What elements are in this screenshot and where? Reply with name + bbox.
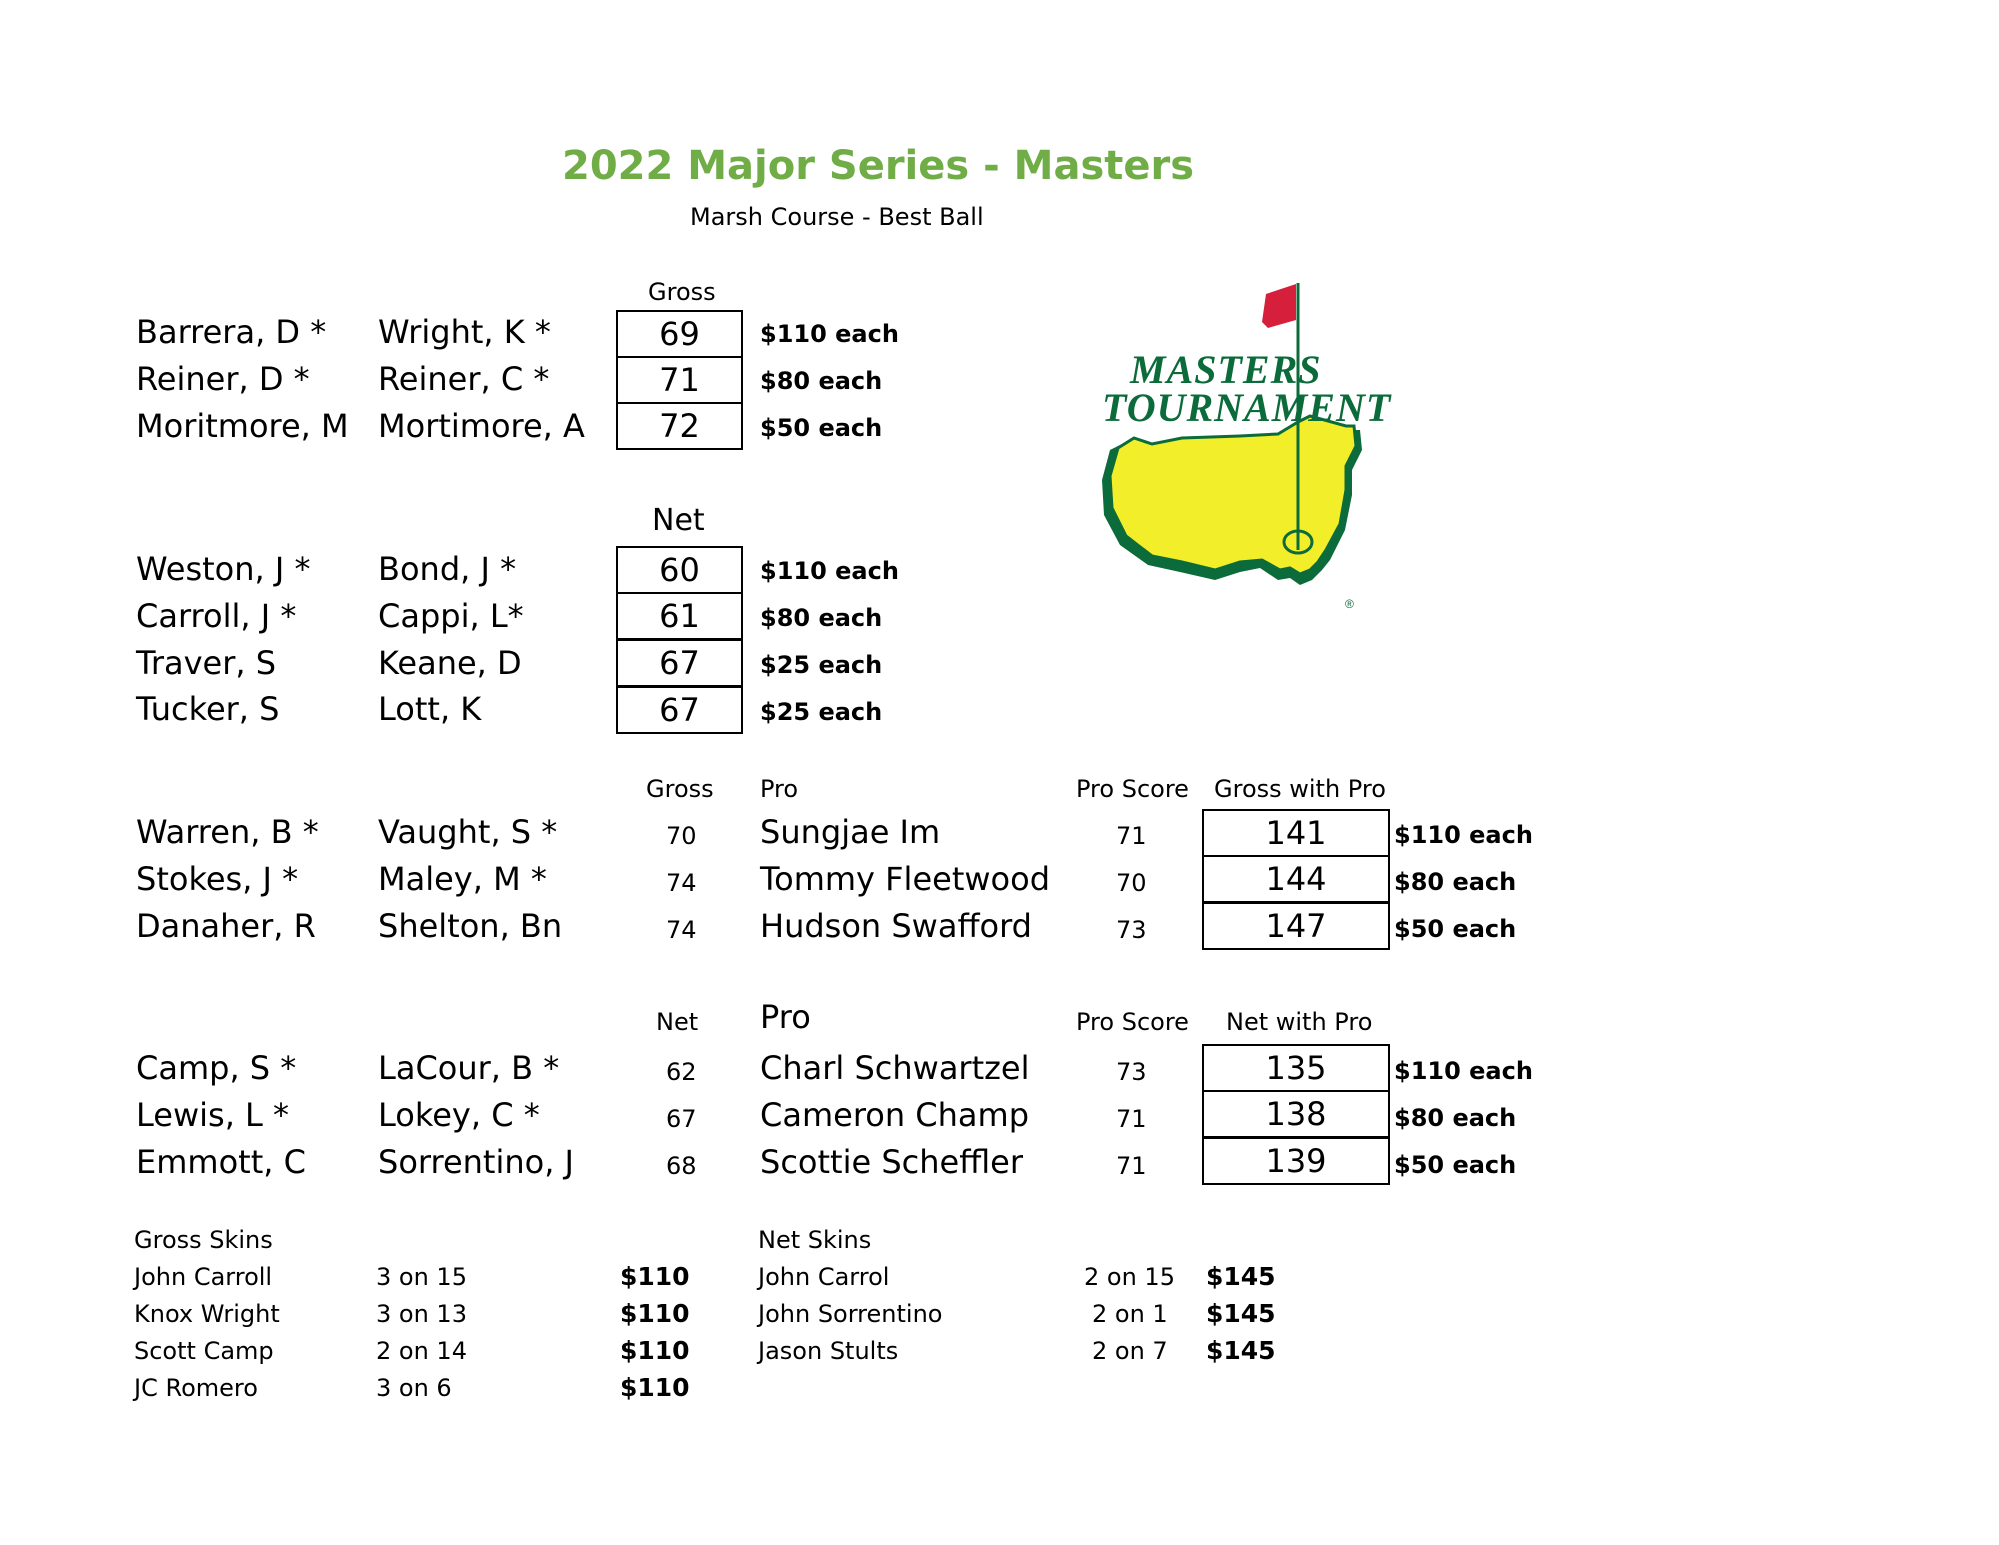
net-pro-prize: $110 each bbox=[1394, 1057, 1533, 1085]
gross-skin-name: Knox Wright bbox=[134, 1300, 280, 1328]
flag-icon bbox=[1262, 284, 1296, 328]
net-prize: $110 each bbox=[760, 557, 899, 585]
net-score-box: 67 bbox=[616, 686, 743, 734]
net-pro-row-p1: Camp, S * bbox=[136, 1049, 297, 1087]
gross-pro-row-proscore: 71 bbox=[1116, 822, 1147, 850]
gross-pro-row-p1: Warren, B * bbox=[136, 813, 319, 851]
gross-pro-proscore-header: Pro Score bbox=[1076, 775, 1189, 803]
gross-skin-amount: $110 bbox=[620, 1299, 690, 1328]
net-row-p1: Traver, S bbox=[136, 644, 277, 682]
gross-pro-prize: $80 each bbox=[1394, 868, 1517, 896]
net-row-p2: Keane, D bbox=[378, 644, 522, 682]
gross-pro-row-pro: Tommy Fleetwood bbox=[760, 860, 1050, 898]
gross-row-p1: Reiner, D * bbox=[136, 360, 310, 398]
net-pro-total-box: 135 bbox=[1202, 1044, 1390, 1092]
gross-pro-total-box: 141 bbox=[1202, 809, 1390, 857]
gross-pro-row-proscore: 73 bbox=[1116, 916, 1147, 944]
gross-pro-pro-header: Pro bbox=[760, 775, 799, 803]
net-row-p1: Tucker, S bbox=[136, 690, 280, 728]
net-row-p2: Lott, K bbox=[378, 690, 482, 728]
net-header: Net bbox=[652, 503, 705, 538]
net-skin-amount: $145 bbox=[1206, 1262, 1276, 1291]
gross-pro-score-header: Gross bbox=[646, 775, 714, 803]
masters-logo-graphic bbox=[1090, 280, 1390, 620]
net-pro-score-header: Net bbox=[656, 1008, 699, 1036]
page-subtitle: Marsh Course - Best Ball bbox=[690, 203, 984, 231]
gross-pro-total-header: Gross with Pro bbox=[1214, 775, 1386, 803]
gross-prize: $50 each bbox=[760, 414, 883, 442]
gross-pro-row-p1: Stokes, J * bbox=[136, 860, 299, 898]
net-pro-row-score: 67 bbox=[666, 1105, 697, 1133]
gross-row-p1: Moritmore, M bbox=[136, 407, 349, 445]
gross-skin-detail: 3 on 15 bbox=[376, 1263, 467, 1291]
gross-skin-name: John Carroll bbox=[134, 1263, 273, 1291]
net-skin-detail: 2 on 1 bbox=[1092, 1300, 1168, 1328]
map-fill bbox=[1110, 416, 1356, 574]
net-pro-row-pro: Cameron Champ bbox=[760, 1096, 1030, 1134]
net-pro-pro-header: Pro bbox=[760, 998, 811, 1036]
gross-score-box: 71 bbox=[616, 356, 743, 404]
gross-pro-prize: $50 each bbox=[1394, 915, 1517, 943]
net-skins-header: Net Skins bbox=[758, 1226, 872, 1254]
net-prize: $25 each bbox=[760, 651, 883, 679]
net-skin-name: Jason Stults bbox=[758, 1337, 899, 1365]
net-pro-proscore-header: Pro Score bbox=[1076, 1008, 1189, 1036]
gross-skin-amount: $110 bbox=[620, 1336, 690, 1365]
net-pro-row-score: 62 bbox=[666, 1058, 697, 1086]
gross-pro-row-score: 74 bbox=[666, 869, 697, 897]
net-pro-row-score: 68 bbox=[666, 1152, 697, 1180]
net-pro-row-proscore: 73 bbox=[1116, 1058, 1147, 1086]
net-skin-name: John Carrol bbox=[758, 1263, 890, 1291]
net-pro-row-pro: Scottie Scheffler bbox=[760, 1143, 1023, 1181]
page-title: 2022 Major Series - Masters bbox=[562, 143, 1195, 189]
net-skin-amount: $145 bbox=[1206, 1336, 1276, 1365]
logo-line1: MASTERS bbox=[1130, 347, 1322, 392]
net-pro-row-p1: Lewis, L * bbox=[136, 1096, 290, 1134]
net-pro-prize: $80 each bbox=[1394, 1104, 1517, 1132]
gross-pro-total-box: 144 bbox=[1202, 855, 1390, 903]
gross-pro-total-box: 147 bbox=[1202, 902, 1390, 950]
gross-pro-row-proscore: 70 bbox=[1116, 869, 1147, 897]
gross-prize: $80 each bbox=[760, 367, 883, 395]
gross-row-p1: Barrera, D * bbox=[136, 313, 327, 351]
net-pro-row-proscore: 71 bbox=[1116, 1105, 1147, 1133]
net-pro-row-pro: Charl Schwartzel bbox=[760, 1049, 1030, 1087]
gross-skin-amount: $110 bbox=[620, 1262, 690, 1291]
gross-skin-detail: 3 on 13 bbox=[376, 1300, 467, 1328]
gross-row-p2: Reiner, C * bbox=[378, 360, 550, 398]
net-pro-total-header: Net with Pro bbox=[1226, 1008, 1373, 1036]
masters-logo bbox=[1090, 280, 1390, 620]
net-pro-row-p2: LaCour, B * bbox=[378, 1049, 560, 1087]
gross-skin-detail: 2 on 14 bbox=[376, 1337, 467, 1365]
gross-pro-row-pro: Sungjae Im bbox=[760, 813, 941, 851]
net-pro-row-p2: Lokey, C * bbox=[378, 1096, 540, 1134]
gross-skin-name: Scott Camp bbox=[134, 1337, 274, 1365]
net-skin-amount: $145 bbox=[1206, 1299, 1276, 1328]
gross-skins-header: Gross Skins bbox=[134, 1226, 273, 1254]
net-row-p2: Cappi, L* bbox=[378, 597, 524, 635]
gross-score-box: 72 bbox=[616, 402, 743, 450]
gross-score-box: 69 bbox=[616, 310, 743, 358]
gross-skin-name: JC Romero bbox=[134, 1374, 258, 1402]
net-row-p1: Weston, J * bbox=[136, 550, 311, 588]
gross-pro-row-p2: Maley, M * bbox=[378, 860, 547, 898]
gross-pro-row-score: 70 bbox=[666, 822, 697, 850]
net-pro-row-proscore: 71 bbox=[1116, 1152, 1147, 1180]
net-row-p1: Carroll, J * bbox=[136, 597, 297, 635]
gross-pro-row-p2: Vaught, S * bbox=[378, 813, 558, 851]
gross-pro-row-pro: Hudson Swafford bbox=[760, 907, 1032, 945]
gross-pro-prize: $110 each bbox=[1394, 821, 1533, 849]
gross-row-p2: Mortimore, A bbox=[378, 407, 585, 445]
gross-header: Gross bbox=[648, 278, 716, 306]
net-skin-name: John Sorrentino bbox=[758, 1300, 943, 1328]
net-pro-total-box: 138 bbox=[1202, 1090, 1390, 1138]
net-prize: $80 each bbox=[760, 604, 883, 632]
net-pro-prize: $50 each bbox=[1394, 1151, 1517, 1179]
net-pro-row-p2: Sorrentino, J bbox=[378, 1143, 574, 1181]
gross-prize: $110 each bbox=[760, 320, 899, 348]
gross-row-p2: Wright, K * bbox=[378, 313, 551, 351]
gross-pro-row-score: 74 bbox=[666, 916, 697, 944]
logo-line2: TOURNAMENT bbox=[1102, 385, 1392, 430]
net-skin-detail: 2 on 7 bbox=[1092, 1337, 1168, 1365]
registered-mark: ® bbox=[1345, 597, 1354, 611]
gross-skin-amount: $110 bbox=[620, 1373, 690, 1402]
net-score-box: 61 bbox=[616, 592, 743, 640]
net-prize: $25 each bbox=[760, 698, 883, 726]
gross-pro-row-p1: Danaher, R bbox=[136, 907, 316, 945]
net-skin-detail: 2 on 15 bbox=[1084, 1263, 1175, 1291]
net-pro-row-p1: Emmott, C bbox=[136, 1143, 306, 1181]
gross-pro-row-p2: Shelton, Bn bbox=[378, 907, 563, 945]
net-score-box: 67 bbox=[616, 639, 743, 687]
net-pro-total-box: 139 bbox=[1202, 1137, 1390, 1185]
net-row-p2: Bond, J * bbox=[378, 550, 517, 588]
gross-skin-detail: 3 on 6 bbox=[376, 1374, 452, 1402]
net-score-box: 60 bbox=[616, 546, 743, 594]
